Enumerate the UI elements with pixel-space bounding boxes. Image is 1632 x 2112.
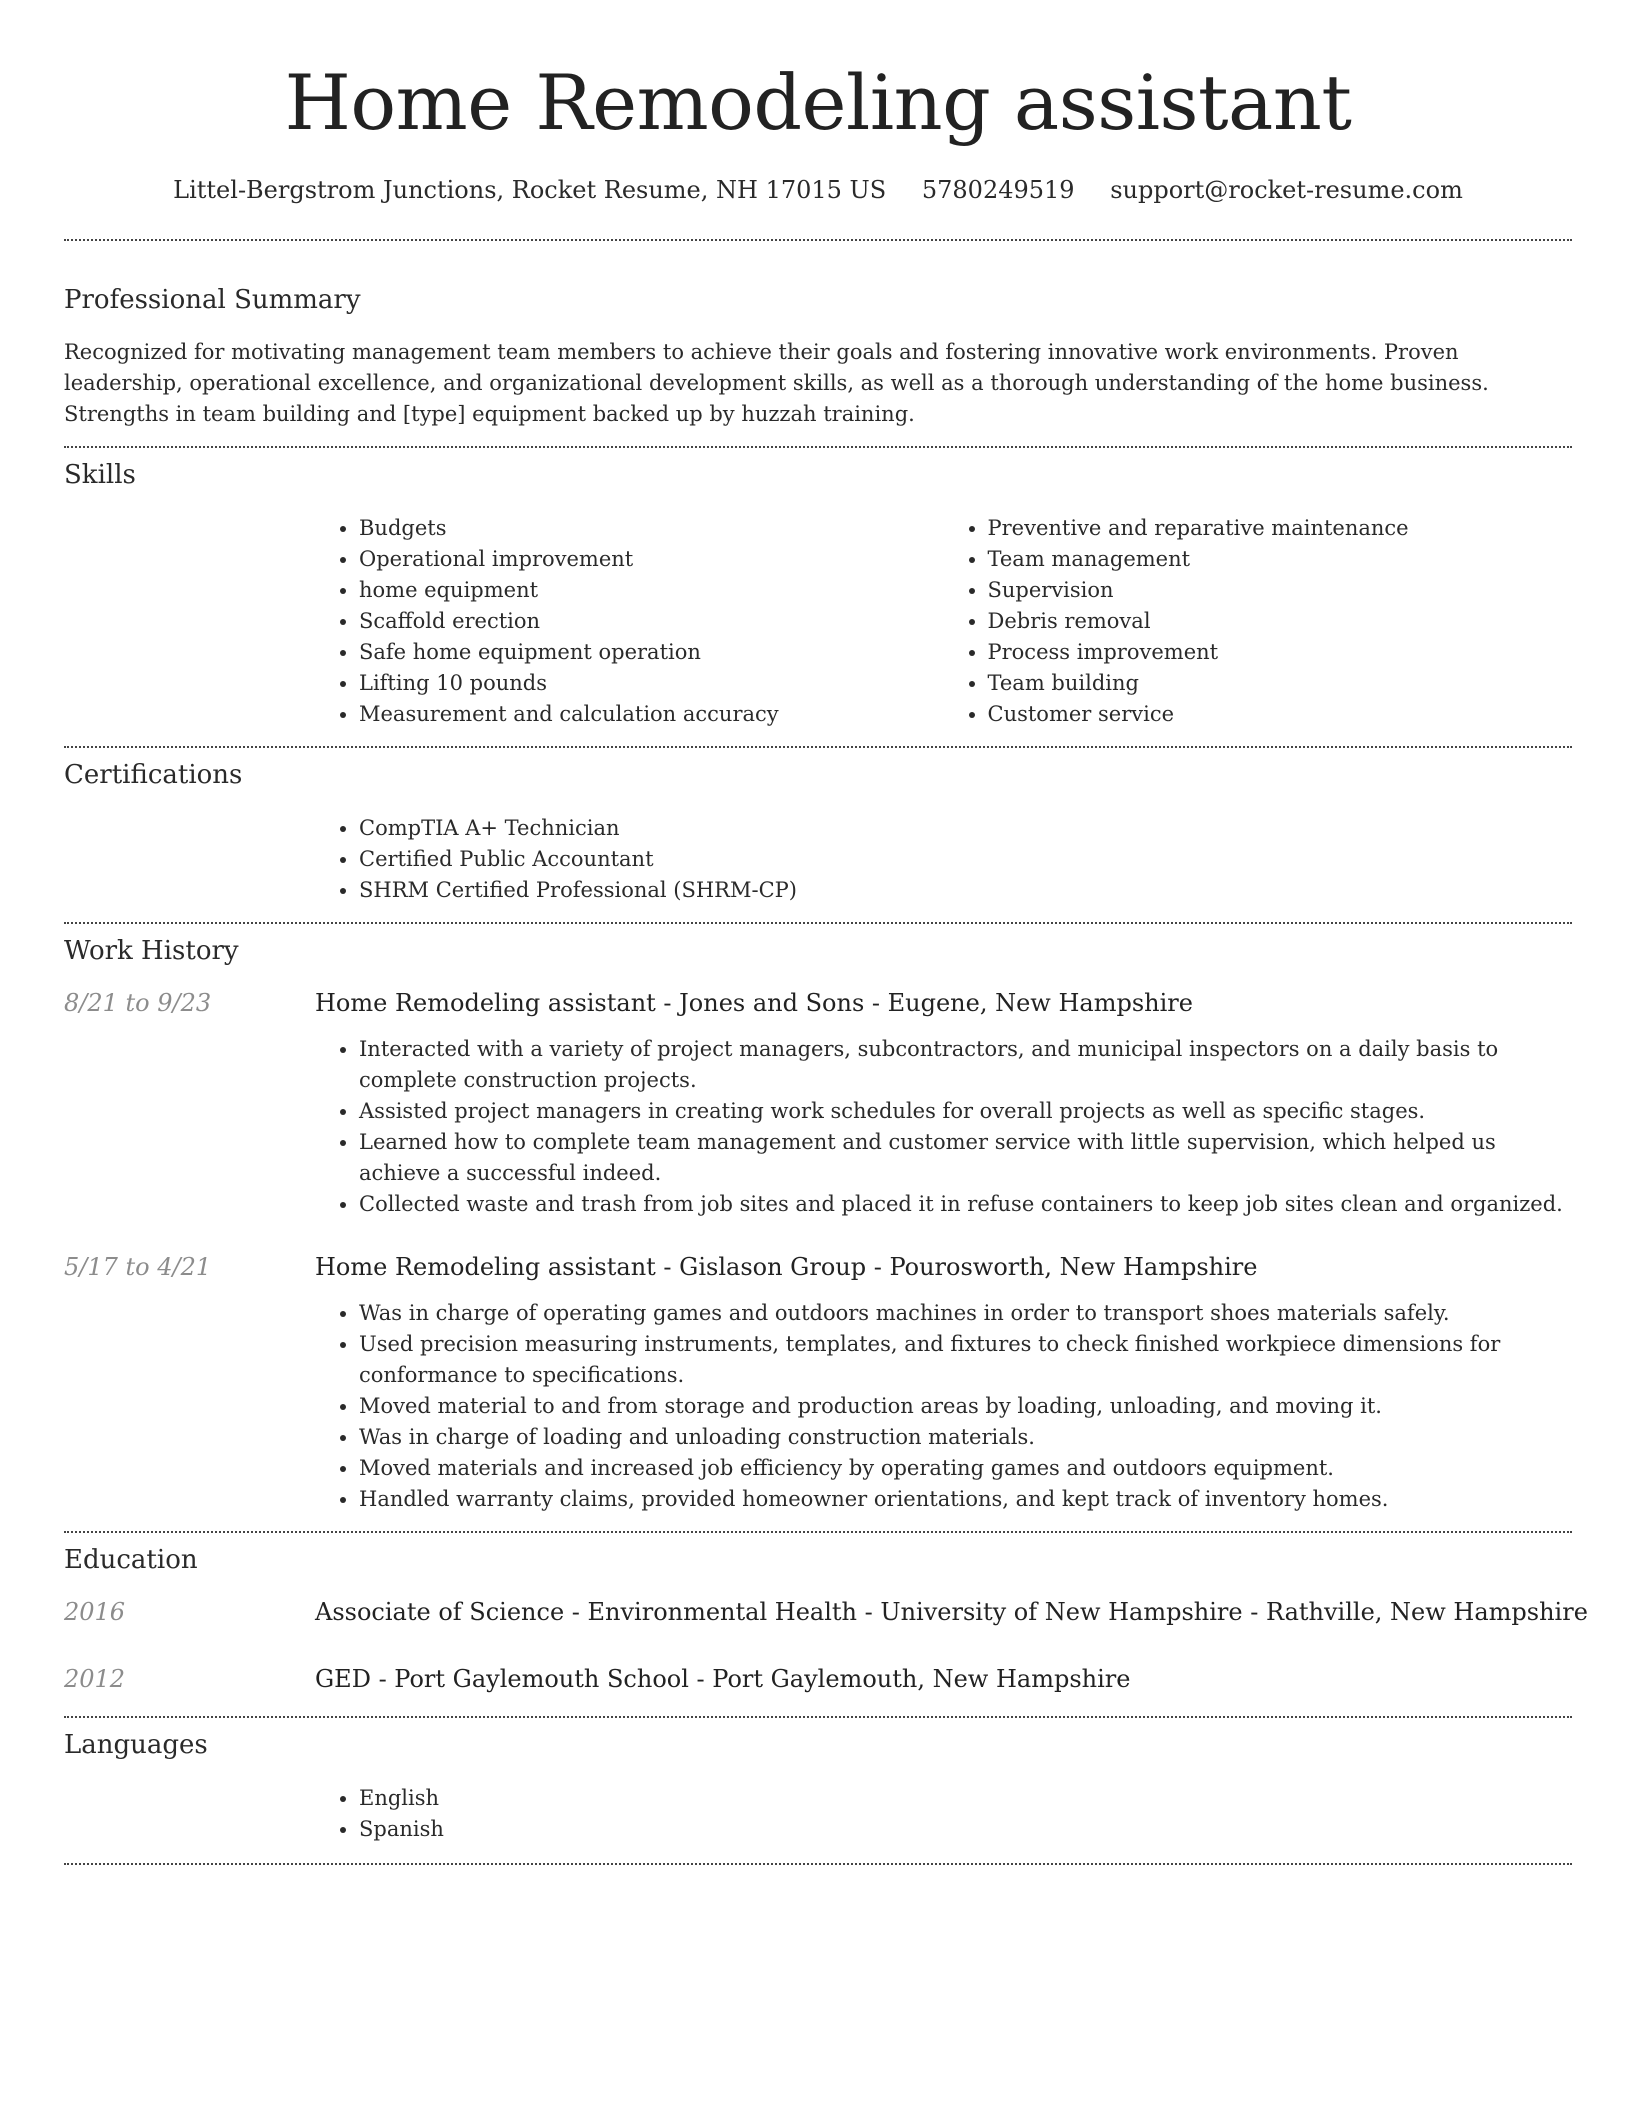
divider [64,239,1572,241]
divider [64,446,1572,448]
section-heading-summary: Professional Summary [64,285,361,315]
resume-title: Home Remodeling assistant [284,58,1352,147]
work-history-section [64,934,1572,1515]
contact-address: Littel-Bergstrom Junctions, Rocket Resume, NH 17015 US [173,176,887,204]
skill-item: • Budgets [359,513,944,544]
skill-item: • Scaffold erection [359,606,944,637]
certifications-list [315,813,1572,906]
job-bullet: • Learned how to complete team management and customer service with little supervision, which helped us achieve a successful indeed. [359,1127,1572,1189]
divider [64,922,1572,924]
contact-phone: 5780249519 [921,176,1075,204]
section-heading-work: Work History [64,936,239,966]
job-bullets [315,1298,1572,1515]
job-bullet: • Moved materials and increased job efficiency by operating games and outdoors equipment. [359,1453,1572,1484]
section-heading-skills: Skills [64,460,136,490]
job-bullets [315,1034,1572,1220]
job-dates: 8/21 to 9/23 [64,989,212,1017]
skill-item: • Team management [988,544,1573,575]
section-heading-education: Education [64,1545,198,1575]
contact-email: support@rocket-resume.com [1110,176,1463,204]
education-entry [64,1595,1588,1629]
divider [64,1716,1572,1718]
skill-item: • Process improvement [988,637,1573,668]
contact-line [64,174,1572,206]
education-title: Associate of Science - Environmental Health - University of New Hampshire - Rathville, New Hampshire [315,1598,1588,1626]
job-bullet: • Interacted with a variety of project managers, subcontractors, and municipal inspectors on a daily basis to complete construction projects. [359,1034,1572,1096]
education-year: 2012 [64,1665,126,1693]
job-bullet: • Collected waste and trash from job sites and placed it in refuse containers to keep job sites clean and organized. [359,1189,1572,1220]
skills-section [64,458,1572,730]
skill-item: • home equipment [359,575,944,606]
language-item: • English [359,1783,1572,1814]
certification-item: • SHRM Certified Professional (SHRM-CP) [359,875,1572,906]
job-title: Home Remodeling assistant - Gislason Group - Pourosworth, New Hampshire [315,1253,1258,1281]
divider [64,1863,1572,1865]
education-entry [64,1662,1572,1696]
job-bullet: • Moved material to and from storage and production areas by loading, unloading, and moving it. [359,1391,1572,1422]
languages-list [315,1783,1572,1845]
summary-section [64,283,1572,430]
skills-list-right [944,513,1573,730]
resume-page [64,0,1588,1865]
certification-item: • CompTIA A+ Technician [359,813,1572,844]
skill-item: • Measurement and calculation accuracy [359,699,944,730]
job-entry [64,986,1572,1020]
divider [64,1531,1572,1533]
certifications-section [64,758,1572,906]
skill-item: • Supervision [988,575,1573,606]
section-heading-languages: Languages [64,1730,208,1760]
skill-item: • Preventive and reparative maintenance [988,513,1573,544]
job-bullet: • Was in charge of operating games and outdoors machines in order to transport shoes materials safely. [359,1298,1572,1329]
job-title: Home Remodeling assistant - Jones and Sons - Eugene, New Hampshire [315,989,1193,1017]
skills-list-left [315,513,944,730]
job-entry [64,1250,1572,1284]
job-dates: 5/17 to 4/21 [64,1253,212,1281]
language-item: • Spanish [359,1814,1572,1845]
skill-item: • Customer service [988,699,1573,730]
job-bullet: • Used precision measuring instruments, templates, and fixtures to check finished workpiece dimensions for conformance to specifications. [359,1329,1572,1391]
skills-grid [315,513,1572,730]
skill-item: • Operational improvement [359,544,944,575]
education-title: GED - Port Gaylemouth School - Port Gaylemouth, New Hampshire [315,1665,1131,1693]
education-year: 2016 [64,1598,126,1626]
skill-item: • Team building [988,668,1573,699]
education-section [64,1543,1588,1696]
section-heading-certifications: Certifications [64,760,243,790]
job-bullet: • Handled warranty claims, provided homeowner orientations, and kept track of inventory homes. [359,1484,1572,1515]
skill-item: • Debris removal [988,606,1573,637]
divider [64,746,1572,748]
languages-section [64,1728,1572,1845]
job-bullet: • Assisted project managers in creating work schedules for overall projects as well as specific stages. [359,1096,1572,1127]
skill-item: • Safe home equipment operation [359,637,944,668]
certification-item: • Certified Public Accountant [359,844,1572,875]
job-bullet: • Was in charge of loading and unloading construction materials. [359,1422,1572,1453]
summary-text: Recognized for motivating management team members to achieve their goals and fostering innovative work environments. Proven leadership, operational excellence, and organizational development skills, as well as a thorough understanding of the home business. Strengths in team building and [type] equipment backed up by huzzah training. [64,340,1489,426]
skill-item: • Lifting 10 pounds [359,668,944,699]
